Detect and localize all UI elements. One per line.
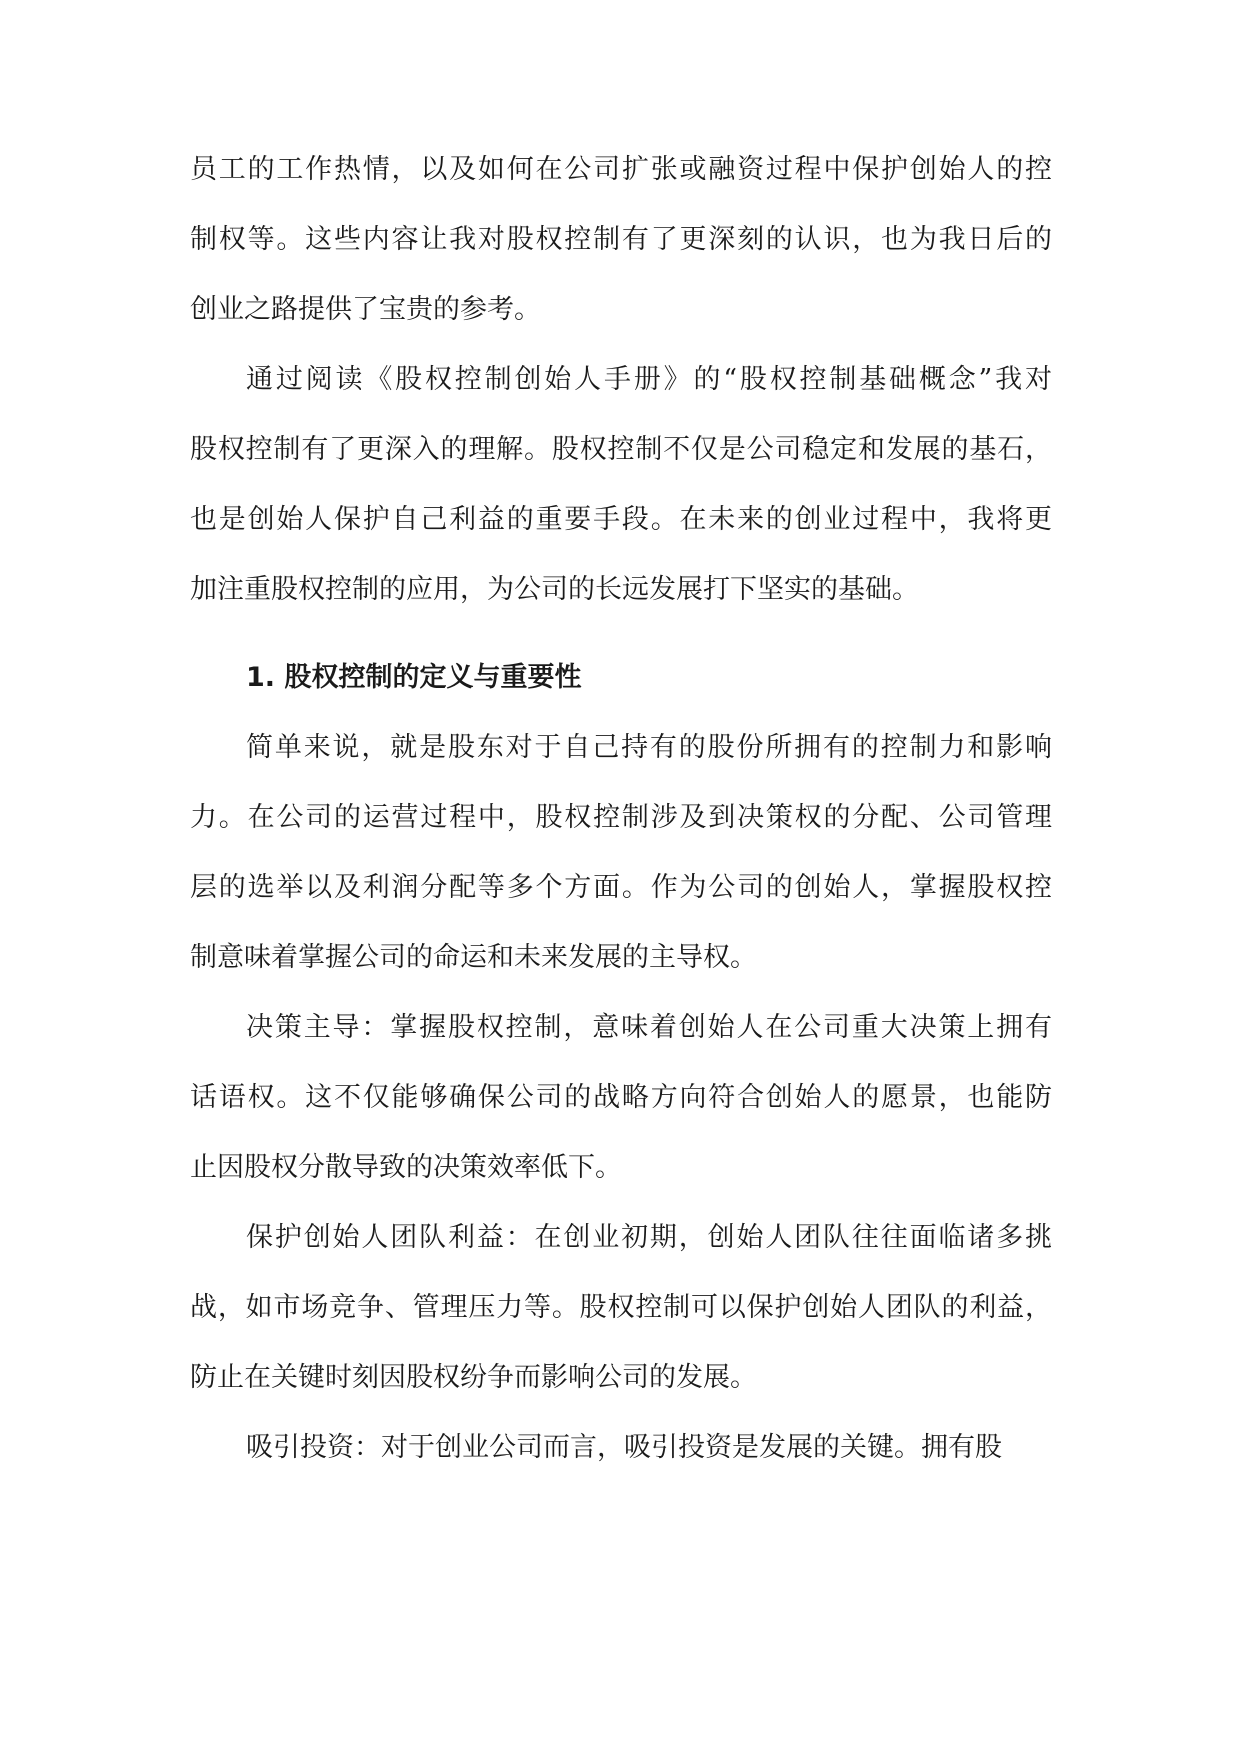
text-line: 制权等。这些内容让我对股权控制有了更深刻的认识，也为我日后的	[190, 224, 1052, 255]
text-line: 制意味着掌握公司的命运和未来发展的主导权。	[190, 942, 757, 973]
document-body	[190, 150, 1052, 1498]
text-line: 股权控制有了更深入的理解。股权控制不仅是公司稳定和发展的基石，	[190, 434, 1052, 465]
text-line: 力。在公司的运营过程中，股权控制涉及到决策权的分配、公司管理	[190, 802, 1052, 833]
text-line: 员工的工作热情，以及如何在公司扩张或融资过程中保护创始人的控	[190, 154, 1052, 185]
text-line: 加注重股权控制的应用，为公司的长远发展打下坚实的基础。	[190, 574, 919, 605]
paragraph	[190, 1428, 1052, 1498]
text-line: 创业之路提供了宝贵的参考。	[190, 294, 541, 325]
text-line: 保护创始人团队利益：在创业初期，创始人团队往往面临诸多挑	[246, 1222, 1052, 1253]
text-line: 止因股权分散导致的决策效率低下。	[190, 1152, 622, 1183]
text-line: 防止在关键时刻因股权纷争而影响公司的发展。	[190, 1362, 757, 1393]
text-line: 吸引投资：对于创业公司而言，吸引投资是发展的关键。拥有股	[246, 1432, 1002, 1463]
paragraph	[190, 1218, 1052, 1428]
section-heading: 1. 股权控制的定义与重要性	[246, 662, 582, 693]
paragraph	[190, 360, 1052, 640]
paragraph	[190, 1008, 1052, 1218]
text-line: 决策主导：掌握股权控制，意味着创始人在公司重大决策上拥有	[246, 1012, 1052, 1043]
text-line: 简单来说，就是股东对于自己持有的股份所拥有的控制力和影响	[246, 732, 1052, 763]
text-line: 话语权。这不仅能够确保公司的战略方向符合创始人的愿景，也能防	[190, 1082, 1052, 1113]
text-line: 也是创始人保护自己利益的重要手段。在未来的创业过程中，我将更	[190, 504, 1052, 535]
paragraph	[190, 728, 1052, 1008]
text-line: 层的选举以及利润分配等多个方面。作为公司的创始人，掌握股权控	[190, 872, 1052, 903]
heading-spacer	[190, 640, 1052, 658]
paragraph	[190, 150, 1052, 360]
text-line: 通过阅读《股权控制创始人手册》的“股权控制基础概念”我对	[246, 364, 1052, 395]
text-line: 战，如市场竞争、管理压力等。股权控制可以保护创始人团队的利益，	[190, 1292, 1052, 1323]
